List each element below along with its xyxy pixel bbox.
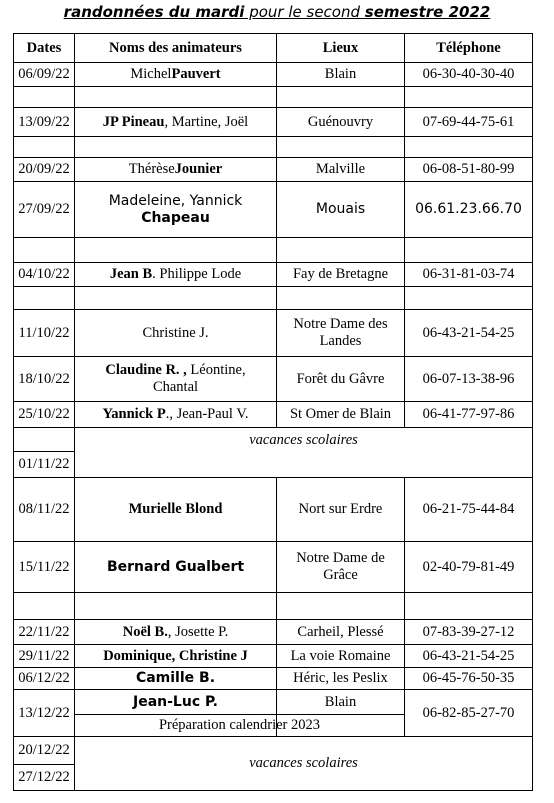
title-part-1: randonnées du mardi — [63, 3, 245, 21]
cell-telephone: 06-31-81-03-74 — [422, 266, 515, 282]
cell-date: 20/12/22 — [18, 742, 70, 758]
header-lieux: Lieux — [322, 39, 359, 56]
cell-telephone: 06-45-76-50-35 — [422, 670, 515, 686]
cell-date: 20/09/22 — [18, 161, 70, 177]
name-text: Léontine, — [186, 362, 246, 378]
cell-date: 04/10/22 — [18, 266, 70, 282]
cell-date: 13/09/22 — [18, 113, 70, 130]
header-telephone: Téléphone — [436, 39, 501, 56]
name-text: , Martine, Joël — [164, 113, 249, 130]
cell-lieu: Guénouvry — [307, 113, 374, 130]
cell-telephone: 06-21-75-44-84 — [422, 501, 515, 517]
cell-animateurs — [75, 357, 276, 401]
cell-animateurs — [75, 402, 276, 427]
cell-telephone: 07-69-44-75-61 — [422, 113, 515, 130]
cell-date: 27/09/22 — [18, 201, 70, 217]
vacances-scolaires-label: vacances scolaires — [249, 431, 358, 448]
cell-date: 18/10/22 — [18, 370, 70, 387]
title-part-3: semestre 2022 — [364, 3, 491, 21]
cell-lieu: Mouais — [315, 201, 366, 217]
preparation-calendrier-note: Préparation calendrier 2023 — [158, 717, 321, 733]
cell-telephone: 07-83-39-27-12 — [422, 623, 515, 640]
cell-animateurs: Murielle Blond — [128, 501, 223, 517]
cell-telephone: 06-08-51-80-99 — [422, 161, 515, 177]
cell-date: 25/10/22 — [18, 406, 70, 422]
cell-date: 27/12/22 — [18, 769, 70, 785]
lieu-line: Landes — [319, 333, 362, 349]
cell-telephone: 06.61.23.66.70 — [415, 201, 522, 217]
name-bold: JP Pineau — [102, 113, 165, 130]
header-dates: Dates — [26, 39, 62, 56]
lieu-line: Grâce — [323, 567, 358, 583]
name-bold: Claudine R. , — [105, 362, 187, 378]
cell-animateurs — [75, 63, 276, 86]
cell-date: 06/09/22 — [18, 66, 70, 82]
cell-lieu: Blain — [324, 693, 357, 710]
cell-telephone: 06-07-13-38-96 — [422, 370, 515, 387]
table-border-right — [532, 33, 533, 791]
cell-telephone: 02-40-79-81-49 — [422, 558, 515, 575]
row-divider — [13, 86, 533, 87]
cell-animateurs — [75, 108, 276, 136]
cell-animateurs: Camille B. — [135, 670, 216, 686]
header-animateurs: Noms des animateurs — [109, 39, 242, 56]
name-bold: Pauvert — [171, 66, 221, 82]
cell-lieu: Héric, les Peslix — [293, 670, 388, 686]
cell-animateurs: Dominique, Christine J — [103, 647, 248, 664]
name-text: ., Jean-Paul V. — [165, 406, 249, 422]
cell-animateurs: Christine J. — [142, 324, 209, 341]
cell-lieu — [277, 542, 404, 592]
name-bold: Noël B. — [122, 623, 168, 640]
name-text: , Josette P. — [167, 623, 229, 640]
name-bold: Yannick P — [102, 406, 166, 422]
lieu-line: Notre Dame de — [296, 550, 385, 566]
name-bold: Jean B — [109, 266, 153, 282]
cell-animateurs — [75, 182, 276, 237]
cell-lieu: Blain — [324, 66, 357, 82]
cell-telephone: 06-43-21-54-25 — [422, 647, 515, 664]
cell-telephone: 06-41-77-97-86 — [422, 406, 515, 422]
cell-lieu: Forêt du Gâvre — [296, 370, 385, 387]
name-text: Thérèse — [128, 161, 175, 177]
cell-telephone: 06-43-21-54-25 — [422, 324, 515, 341]
name-bold: Jounier — [174, 161, 223, 177]
lieu-line: Notre Dame des — [293, 316, 388, 332]
cell-lieu: Fay de Bretagne — [292, 266, 389, 282]
cell-date: 29/11/22 — [18, 647, 70, 664]
cell-date: 13/12/22 — [18, 704, 70, 721]
cell-lieu: Carheil, Plessé — [297, 623, 384, 640]
cell-date: 11/10/22 — [18, 324, 70, 341]
cell-lieu: St Omer de Blain — [289, 406, 392, 422]
cell-date: 15/11/22 — [18, 558, 70, 575]
cell-lieu — [277, 310, 404, 356]
cell-date: 08/11/22 — [18, 501, 70, 517]
cell-animateurs — [75, 263, 276, 286]
name-text: . Philippe Lode — [152, 266, 242, 282]
cell-lieu: La voie Romaine — [290, 647, 391, 664]
schedule-table — [13, 33, 533, 791]
cell-lieu: Malville — [315, 161, 366, 177]
row-divider — [13, 592, 533, 593]
page-title — [0, 0, 554, 24]
name-bold: Chapeau — [141, 209, 210, 226]
row-divider — [13, 237, 533, 238]
row-divider — [13, 136, 533, 137]
row-divider — [13, 790, 533, 791]
name-text: Madeleine, Yannick — [108, 192, 243, 209]
title-part-2: pour le second — [244, 3, 365, 21]
cell-date: 22/11/22 — [18, 623, 70, 640]
cell-animateurs: Bernard Gualbert — [106, 558, 245, 575]
cell-telephone: 06-30-40-30-40 — [422, 66, 515, 82]
cell-animateurs: Jean-Luc P. — [133, 693, 218, 710]
vacances-scolaires-label: vacances scolaires — [249, 755, 358, 771]
name-text: Michel — [130, 66, 172, 82]
cell-animateurs — [75, 620, 276, 644]
cell-date: 01/11/22 — [18, 456, 70, 472]
cell-animateurs — [75, 158, 276, 181]
row-divider — [13, 286, 533, 287]
cell-date: 06/12/22 — [18, 670, 70, 686]
cell-telephone: 06-82-85-27-70 — [422, 704, 515, 721]
name-text: Chantal — [152, 379, 199, 395]
cell-lieu: Nort sur Erdre — [298, 501, 383, 517]
